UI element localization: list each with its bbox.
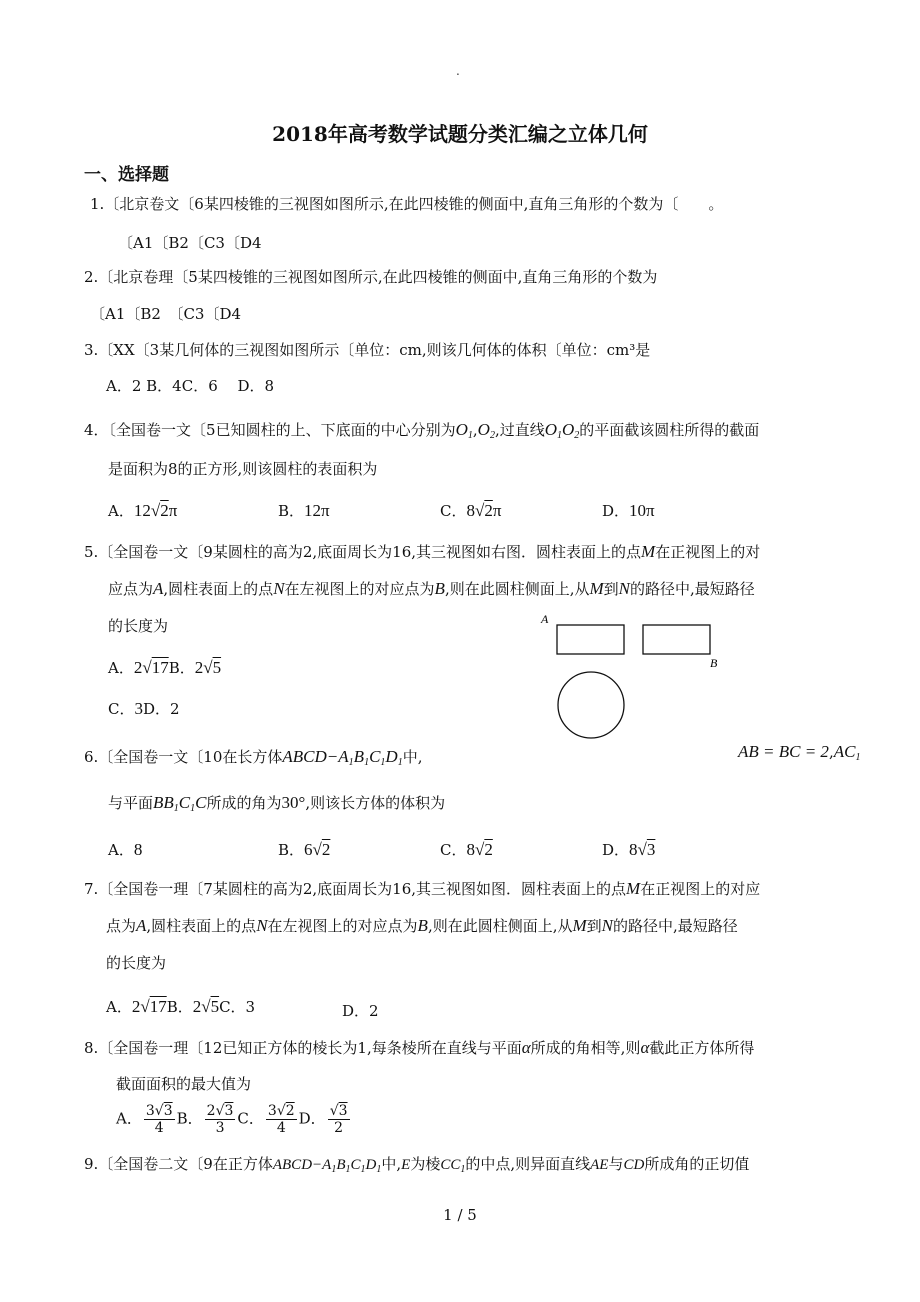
question-6-line-1-right: AB = BC = $2,AC_1$	[738, 742, 861, 763]
q5-options-cd: C．3D．2	[108, 699, 180, 718]
q6-option-d: D．8√3	[602, 840, 656, 859]
q6-option-b: B．6√2	[278, 840, 331, 859]
q4-sep: ,	[472, 421, 478, 439]
question-5-line-3: 的长度为	[108, 617, 169, 635]
question-8-line-1: 8.〔全国卷一理〔12已知正方体的棱长为1,每条棱所在直线与平面α所成的角相等,则α截此正方体所得	[84, 1038, 755, 1057]
header-dot: .	[456, 64, 460, 78]
question-6-line-2: 与平面$BB_1C_1C$所成的角为30°,则该长方体的体积为	[108, 793, 446, 814]
q6-option-a: A．8	[108, 840, 143, 859]
q4-text-3: 的平面截该圆柱所得的截面	[579, 421, 760, 439]
question-7-line-1: 7.〔全国卷一理〔7某圆柱的高为2,底面周长为16,其三视图如图．圆柱表面上的点M在正视图上的对应	[84, 879, 761, 898]
question-5-line-1: 5.〔全国卷一文〔9某圆柱的高为2,底面周长为16,其三视图如右图．圆柱表面上的点M在正视图上的对	[84, 542, 761, 561]
o2-symbol: $O_2$	[477, 420, 495, 441]
question-5-line-2: 应点为A,圆柱表面上的点N在左视图上的对应点为B,则在此圆柱侧面上,从M到N的路径中,最短路径	[108, 579, 755, 598]
top-view-circle	[558, 672, 624, 738]
q5-options-ab: A．2√17B．2√5	[108, 658, 222, 677]
q4-option-c: C．8√2π	[440, 501, 502, 520]
question-3-options: A．2 B．4C．6 D．8	[106, 377, 275, 395]
question-7-line-2: 点为A,圆柱表面上的点N在左视图上的对应点为B,则在此圆柱侧面上,从M到N的路径中,最短路径	[106, 916, 738, 935]
o1-symbol: $O_1$	[455, 420, 473, 441]
question-1-text: 1.〔北京卷文〔6某四棱锥的三视图如图所示,在此四棱锥的侧面中,直角三角形的个数为〔 。	[90, 195, 724, 213]
q7-options-abc: A．2√17B．2√5C．3	[106, 997, 256, 1016]
question-2-text: 2.〔北京卷理〔5某四棱锥的三视图如图所示,在此四棱锥的侧面中,直角三角形的个数为	[84, 268, 658, 286]
q8-options: A． $\frac{3√3}{4}$ B． $\frac{2√3}{3}$ C． $\frac{3√2}{4}$ D． $\frac{√3}{2}$	[116, 1103, 348, 1136]
fig-label-a: A	[541, 612, 549, 626]
page-number: 1 / 5	[443, 1206, 477, 1224]
section-title: 一、选择题	[84, 165, 169, 185]
question-4-line-1	[84, 419, 759, 441]
fig-label-b: B	[710, 656, 718, 670]
q5-three-view-figure	[536, 612, 736, 744]
page-title: 2018年高考数学试题分类汇编之立体几何	[272, 122, 648, 146]
q4-text-1: 4．〔全国卷一文〔5已知圆柱的上、下底面的中心分别为	[84, 421, 456, 439]
question-6-line-1: 6.〔全国卷一文〔10在长方体$ABCD-A_1B_1C_1D_1$中,	[84, 747, 423, 768]
q4-option-a: A．12√2π	[108, 501, 178, 520]
q7-option-d: D．2	[342, 1002, 379, 1020]
question-1-options: 〔A1〔B2〔C3〔D4	[118, 234, 262, 252]
question-8-line-2: 截面面积的最大值为	[116, 1075, 252, 1093]
o1o2-symbol: $O_1O_2$	[544, 420, 580, 441]
q4-option-b: B．12π	[278, 501, 330, 520]
front-view-rect	[557, 625, 624, 654]
question-7-line-3: 的长度为	[106, 954, 167, 972]
question-4-line-2: 是面积为8的正方形,则该圆柱的表面积为	[108, 460, 378, 478]
question-3-text: 3.〔XX〔3某几何体的三视图如图所示〔单位：cm,则该几何体的体积〔单位：cm³是	[84, 341, 651, 359]
q4-text-2: ,过直线	[494, 421, 545, 439]
q4-option-d: D．10π	[602, 501, 655, 520]
q6-option-c: C．8√2	[440, 840, 493, 859]
side-view-rect	[643, 625, 710, 654]
question-9-line-1: 9.〔全国卷二文〔9在正方体$ABCD-A_1B_1C_1D_1$中,E为棱$CC_1$的中点,则异面直线AE与CD所成角的正切值	[84, 1155, 750, 1175]
question-2-options: 〔A1〔B2 〔C3〔D4	[90, 305, 242, 323]
